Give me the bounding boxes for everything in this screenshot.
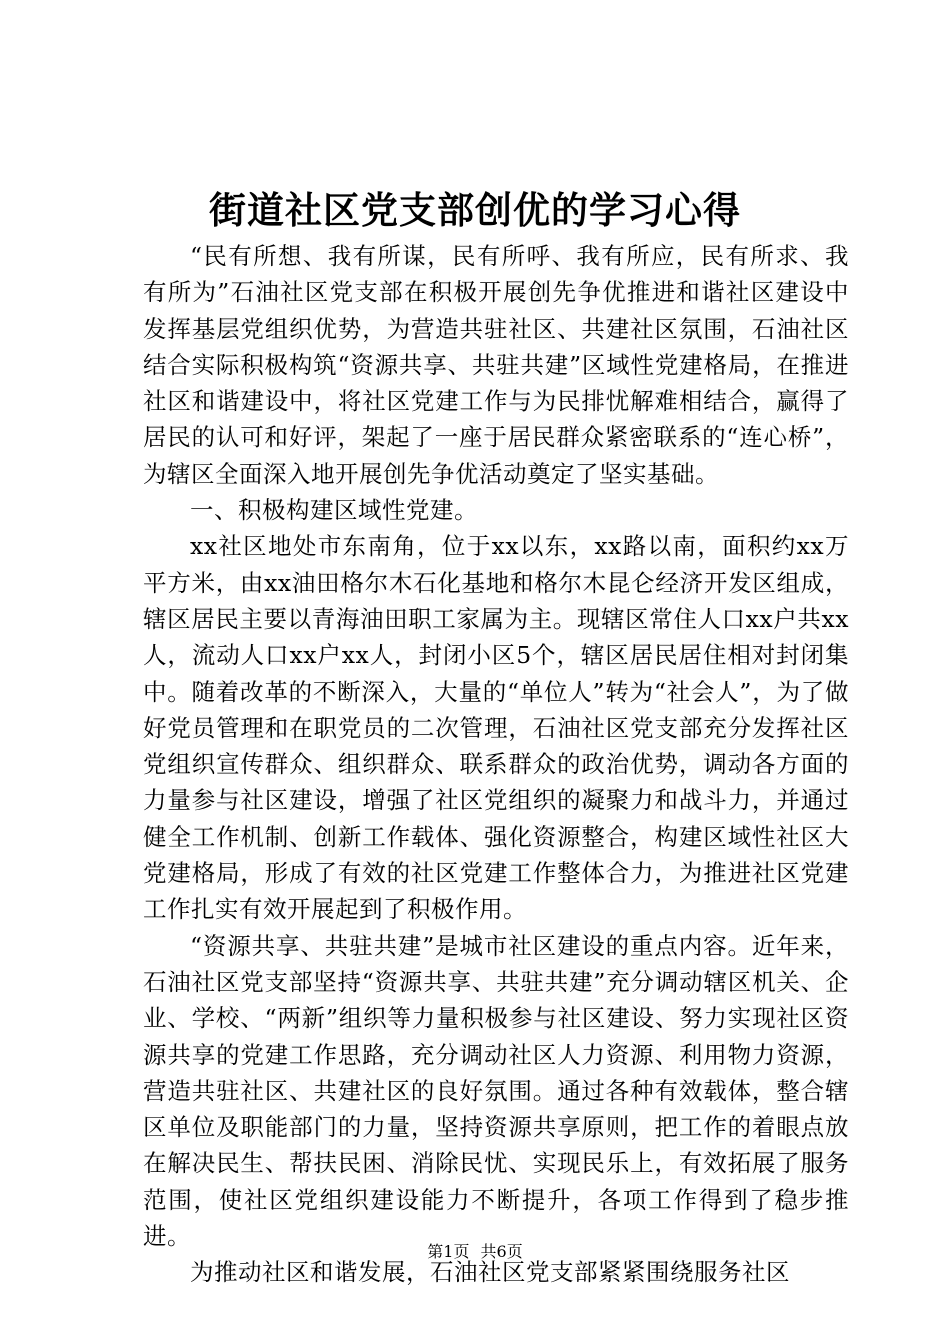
page-number: 第1页 xyxy=(427,1242,470,1261)
page-footer xyxy=(0,1240,950,1264)
page-total: 共6页 xyxy=(480,1242,523,1261)
paragraph-community-overview: xx社区地处市东南角，位于xx以东，xx路以南，面积约xx万平方米，由xx油田格尔木石化基地和格尔木昆仑经济开发区组成，辖区居民主要以青海油田职工家属为主。现辖区常住人口xx户共xx人，流动人口xx户xx人，封闭小区5个，辖区居民居住相对封闭集中。随着改革的不断深入，大量的“单位人”转为“社会人”，为了做好党员管理和在职党员的二次管理，石油社区党支部充分发挥社区党组织宣传群众、组织群众、联系群众的政治优势，调动各方面的力量参与社区建设，增强了社区党组织的凝聚力和战斗力，并通过健全工作机制、创新工作载体、强化资源整合，构建区域性社区大党建格局，形成了有效的社区党建工作整体合力，为推进社区党建工作扎实有效开展起到了积极作用。 xyxy=(143,532,849,924)
document-body xyxy=(143,238,849,1291)
paragraph-intro: “民有所想、我有所谋，民有所呼、我有所应，民有所求、我有所为”石油社区党支部在积极开展创先争优推进和谐社区建设中发挥基层党组织优势，为营造共驻社区、共建社区氛围，石油社区结合实际积极构筑“资源共享、共驻共建”区域性党建格局，在推进社区和谐建设中，将社区党建工作与为民排忧解难相结合，赢得了居民的认可和好评，架起了一座于居民群众紧密联系的“连心桥”，为辖区全面深入地开展创先争优活动奠定了坚实基础。 xyxy=(143,242,849,488)
section-heading-1: 一、积极构建区域性党建。 xyxy=(190,496,478,525)
paragraph-resource-sharing: “资源共享、共驻共建”是城市社区建设的重点内容。近年来，石油社区党支部坚持“资源共享、共驻共建”充分调动辖区机关、企业、学校、“两新”组织等力量积极参与社区建设、努力实现社区资源共享的党建工作思路，充分调动社区人力资源、利用物力资源，营造共驻社区、共建社区的良好氛围。通过各种有效载体，整合辖区单位及职能部门的力量，坚持资源共享原则，把工作的着眼点放在解决民生、帮扶民困、消除民忧、实现民乐上，有效拓展了服务范围，使社区党组织建设能力不断提升，各项工作得到了稳步推进。 xyxy=(143,931,849,1251)
paragraph-harmony-development: 为推动社区和谐发展，石油社区党支部紧紧围绕服务社区 xyxy=(190,1258,790,1287)
document-title: 街道社区党支部创优的学习心得 xyxy=(209,188,741,232)
